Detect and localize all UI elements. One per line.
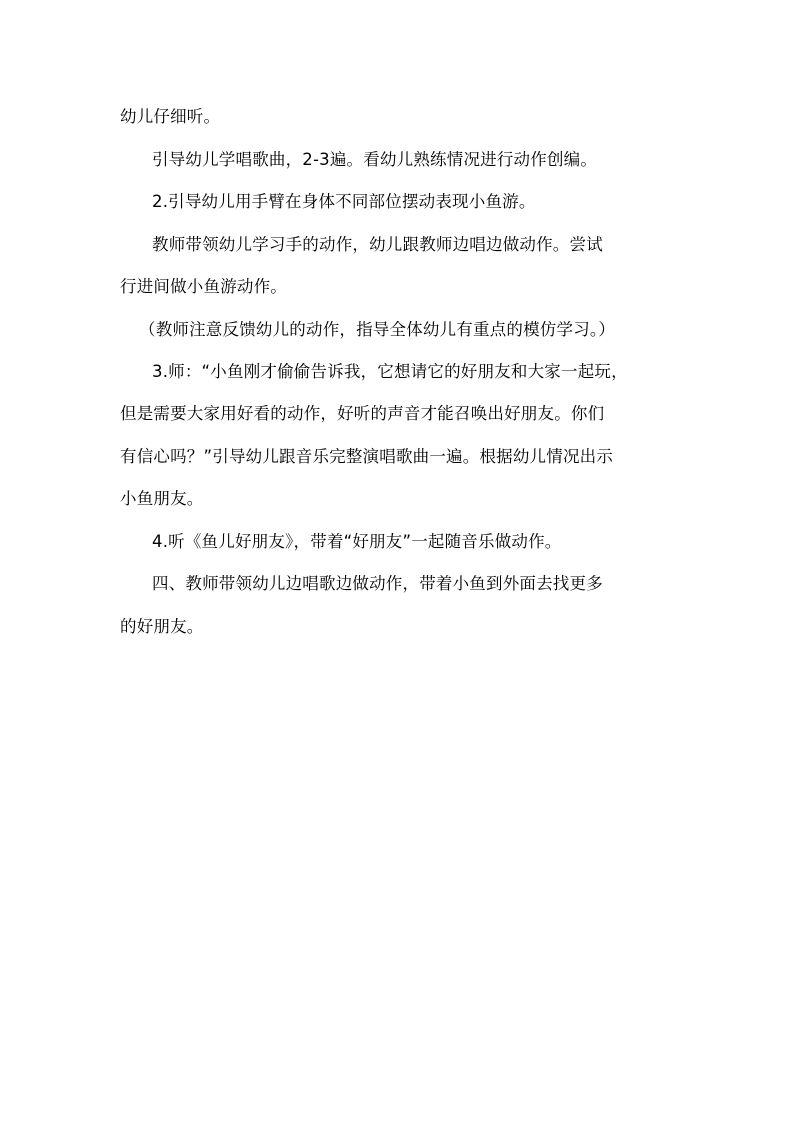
text-line: 有信心吗？”引导幼儿跟音乐完整演唱歌曲一遍。根据幼儿情况出示 xyxy=(120,447,614,466)
text-line: 2.引导幼儿用手臂在身体不同部位摆动表现小鱼游。 xyxy=(152,192,536,211)
text-line: 四、教师带领幼儿边唱歌边做动作，带着小鱼到外面去找更多 xyxy=(152,574,603,593)
text-line: 3.师：“小鱼刚才偷偷告诉我，它想请它的好朋友和大家一起玩， xyxy=(152,362,628,381)
text-line: 引导幼儿学唱歌曲，2-3遍。看幼儿熟练情况进行动作创编。 xyxy=(152,150,598,169)
text-line: 幼儿仔细听。 xyxy=(120,107,221,126)
text-line: 教师带领幼儿学习手的动作，幼儿跟教师边唱边做动作。尝试 xyxy=(152,235,603,254)
text-line: 行进间做小鱼游动作。 xyxy=(120,277,287,296)
text-line: 4.听《鱼儿好朋友》，带着“好朋友”一起随音乐做动作。 xyxy=(152,532,562,551)
text-line: 小鱼朋友。 xyxy=(120,489,204,508)
text-line: 但是需要大家用好看的动作，好听的声音才能召唤出好朋友。你们 xyxy=(120,404,605,423)
text-line: （教师注意反馈幼儿的动作，指导全体幼儿有重点的模仿学习。） xyxy=(139,320,616,339)
text-line: 的好朋友。 xyxy=(120,617,204,636)
